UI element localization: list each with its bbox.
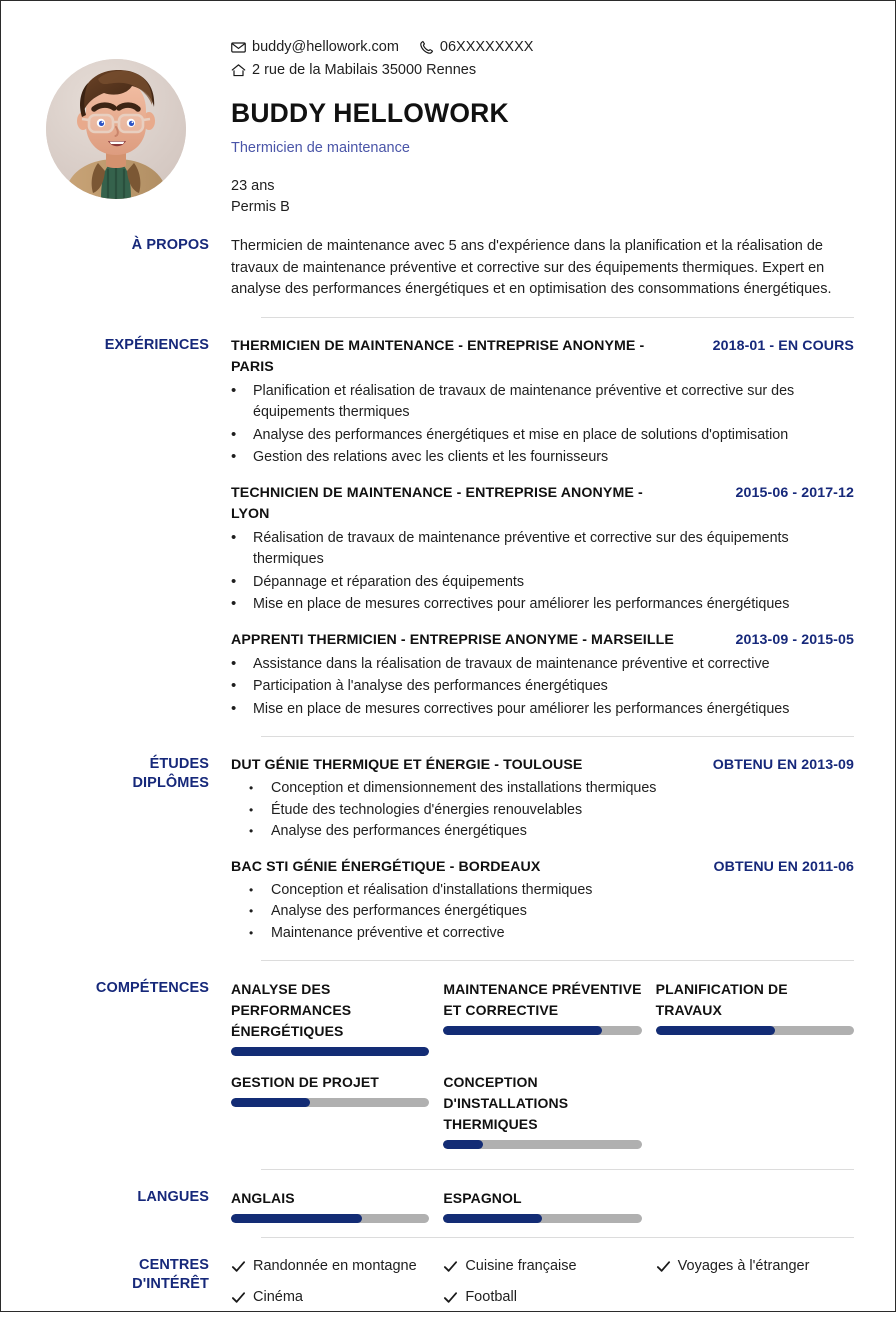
interest-item — [231, 1287, 429, 1308]
entry-date: OBTENU EN 2011-06 — [713, 858, 854, 875]
about-label: À PROPOS — [131, 237, 209, 253]
entry-title: TECHNICIEN DE MAINTENANCE - ENTREPRISE ANONYME - LYON — [231, 484, 643, 522]
bullet-item: • Gestion des relations avec les clients et les fournisseurs — [231, 446, 854, 469]
language-bar-track — [443, 1214, 641, 1223]
bullet-item: • Dépannage et réparation des équipements — [231, 571, 854, 594]
entry-date: 2018-01 - EN COURS — [712, 337, 854, 354]
skills-grid — [231, 979, 854, 1165]
interest-item — [656, 1256, 854, 1277]
bullet-item: • Planification et réalisation de travaux de maintenance préventive et corrective sur des équipements thermiques — [231, 380, 854, 424]
bullet-item: • Participation à l'analyse des performances énergétiques — [231, 675, 854, 698]
skill-bar-fill — [656, 1026, 775, 1035]
skill-name: ANALYSE DES PERFORMANCES ÉNERGÉTIQUES — [231, 981, 352, 1039]
skill-name: CONCEPTION D'INSTALLATIONS THERMIQUES — [443, 1074, 569, 1132]
skill-item — [443, 1072, 641, 1149]
bullet-item: • Mise en place de mesures correctives pour améliorer les performances énergétiques — [231, 593, 854, 616]
experience-entry — [231, 336, 854, 469]
section-about — [1, 218, 895, 317]
education-label-line1: ÉTUDES — [149, 756, 209, 772]
entry-header — [231, 857, 854, 878]
section-experiences — [1, 318, 895, 737]
check-icon — [656, 1259, 671, 1274]
about-text: Thermicien de maintenance avec 5 ans d'expérience dans la planification et la réalisation de travaux de maintenance préventive et corrective sur des équipements thermiques. Expert en analyse des performances énergétiques et en optimisation des consommations énergétiques. — [231, 238, 832, 297]
about-content — [231, 236, 854, 301]
language-bar-fill — [231, 1214, 362, 1223]
interest-item — [443, 1256, 641, 1277]
languages-label: LANGUES — [137, 1189, 209, 1205]
check-icon — [231, 1290, 246, 1305]
bullet-item: • Conception et réalisation d'installations thermiques — [231, 880, 854, 902]
education-label-line2: DIPLÔMES — [132, 775, 209, 791]
entry-bullets — [231, 653, 854, 721]
experiences-content — [231, 336, 854, 721]
entry-title: APPRENTI THERMICIEN - ENTREPRISE ANONYME - MARSEILLE — [231, 631, 674, 648]
section-interests — [1, 1238, 895, 1326]
languages-grid — [231, 1188, 854, 1223]
bullet-item: • Maintenance préventive et corrective — [231, 923, 854, 945]
interests-grid — [231, 1256, 854, 1308]
bullet-item: • Analyse des performances énergétiques et mise en place de solutions d'optimisation — [231, 424, 854, 447]
entry-date: 2015-06 - 2017-12 — [735, 484, 854, 501]
entry-bullets — [231, 380, 854, 469]
skill-bar-track — [231, 1098, 429, 1107]
header-content — [231, 37, 854, 218]
address-contact — [231, 60, 476, 81]
language-item — [231, 1188, 429, 1223]
skill-item — [443, 979, 641, 1056]
education-content — [231, 755, 854, 944]
contact-line-2 — [231, 60, 854, 81]
bullet-item: • Conception et dimensionnement des installations thermiques — [231, 778, 854, 800]
skill-bar-fill — [231, 1098, 310, 1107]
experience-entry — [231, 483, 854, 616]
experience-entry — [231, 630, 854, 721]
languages-content — [231, 1188, 854, 1223]
entry-title: THERMICIEN DE MAINTENANCE - ENTREPRISE ANONYME - PARIS — [231, 337, 645, 375]
skill-name: PLANIFICATION DE TRAVAUX — [655, 981, 788, 1018]
avatar-column — [1, 37, 231, 199]
bullet-item: • Étude des technologies d'énergies renouvelables — [231, 800, 854, 822]
skill-item — [656, 979, 854, 1056]
skill-name: GESTION DE PROJET — [231, 1074, 379, 1090]
interest-label: Football — [465, 1289, 517, 1305]
entry-bullets — [231, 778, 854, 843]
skill-bar-track — [656, 1026, 854, 1035]
language-item — [443, 1188, 641, 1223]
personal-details — [231, 176, 854, 218]
interest-label: Voyages à l'étranger — [677, 1258, 810, 1274]
bullet-item: • Réalisation de travaux de maintenance préventive et corrective sur des équipements thermiques — [231, 527, 854, 571]
phone-contact[interactable] — [419, 37, 534, 58]
skill-bar-fill — [231, 1047, 429, 1056]
address-text: 2 rue de la Mabilais 35000 Rennes — [252, 62, 477, 78]
entry-date: OBTENU EN 2013-09 — [712, 757, 854, 773]
skill-item — [231, 1072, 429, 1149]
envelope-icon — [231, 40, 246, 55]
education-entry — [231, 857, 854, 945]
avatar — [46, 59, 186, 199]
phone-icon — [419, 40, 434, 55]
skill-bar-track — [443, 1026, 641, 1035]
interest-grid-spacer — [656, 1287, 854, 1308]
skill-grid-spacer — [656, 1072, 854, 1165]
contact-line-1 — [231, 37, 854, 58]
interest-item — [231, 1256, 429, 1277]
entry-header — [231, 483, 854, 525]
language-name: ANGLAIS — [231, 1190, 295, 1206]
interests-content — [231, 1256, 854, 1308]
entry-bullets — [231, 527, 854, 616]
skill-bar-fill — [443, 1140, 483, 1149]
skills-label: COMPÉTENCES — [95, 980, 209, 996]
job-title[interactable]: Thermicien de maintenance — [231, 140, 410, 156]
email-contact[interactable] — [231, 37, 399, 58]
bullet-item: • Mise en place de mesures correctives pour améliorer les performances énergétiques — [231, 698, 854, 721]
avatar-illustration — [46, 59, 186, 199]
email-text: buddy@hellowork.com — [252, 39, 399, 55]
experiences-label: EXPÉRIENCES — [104, 336, 209, 353]
entry-bullets — [231, 880, 854, 945]
interest-item — [443, 1287, 641, 1308]
section-languages — [1, 1170, 895, 1237]
skill-bar-fill — [443, 1026, 602, 1035]
entry-header — [231, 630, 854, 651]
language-bar-track — [231, 1214, 429, 1223]
bullet-item: • Analyse des performances énergétiques — [231, 821, 854, 843]
phone-text: 06XXXXXXXX — [439, 39, 534, 55]
skill-name: MAINTENANCE PRÉVENTIVE ET CORRECTIVE — [443, 981, 642, 1018]
interest-label: Cuisine française — [465, 1258, 577, 1274]
age-text: 23 ans — [231, 178, 275, 194]
home-icon — [231, 63, 246, 78]
interests-label-line2: D'INTÉRÊT — [132, 1276, 209, 1292]
interests-label — [1, 1256, 231, 1294]
education-label — [1, 755, 231, 793]
entry-header — [231, 755, 854, 776]
interest-label: Cinéma — [253, 1289, 303, 1305]
language-name: ESPAGNOL — [443, 1190, 522, 1206]
interest-label: Randonnée en montagne — [253, 1258, 417, 1274]
skill-bar-track — [443, 1140, 641, 1149]
entry-date: 2013-09 - 2015-05 — [735, 631, 854, 648]
entry-title: BAC STI GÉNIE ÉNERGÉTIQUE - BORDEAUX — [231, 858, 541, 875]
bullet-item: • Analyse des performances énergétiques — [231, 901, 854, 923]
interests-label-line1: CENTRES — [139, 1257, 209, 1273]
check-icon — [443, 1290, 458, 1305]
page-title: BUDDY HELLOWORK — [231, 98, 509, 128]
skill-bar-track — [231, 1047, 429, 1056]
education-entry — [231, 755, 854, 843]
section-skills — [1, 961, 895, 1169]
check-icon — [231, 1259, 246, 1274]
bullet-item: • Assistance dans la réalisation de travaux de maintenance préventive et corrective — [231, 653, 854, 676]
check-icon — [443, 1259, 458, 1274]
license-text: Permis B — [231, 199, 290, 215]
language-grid-spacer — [656, 1188, 854, 1223]
entry-title: DUT GÉNIE THERMIQUE ET ÉNERGIE - TOULOUSE — [231, 757, 583, 773]
entry-header — [231, 336, 854, 378]
skill-item — [231, 979, 429, 1056]
language-bar-fill — [443, 1214, 542, 1223]
skills-content — [231, 979, 854, 1165]
cv-header — [1, 1, 895, 218]
section-education — [1, 737, 895, 960]
